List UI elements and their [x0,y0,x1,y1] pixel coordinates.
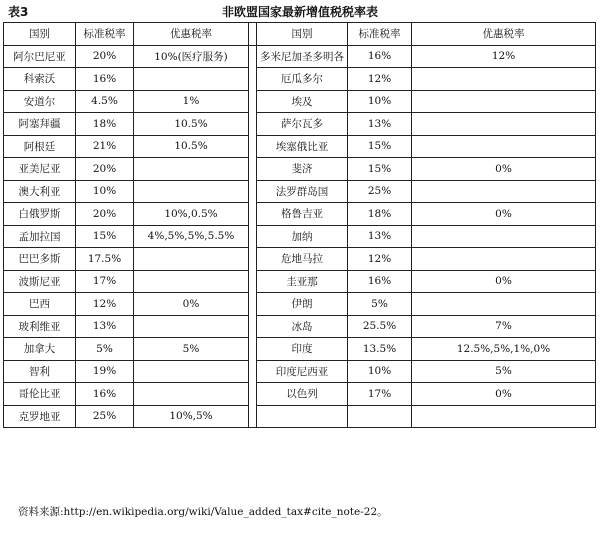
right-reduced-cell [412,90,596,113]
table-row [4,180,596,203]
table-row [4,225,596,248]
right-country-cell: 多米尼加圣多明各 [257,45,348,68]
left-reduced-cell [134,270,249,293]
right-country-cell: 萨尔瓦多 [257,113,348,136]
left-standard-cell: 12% [76,293,134,316]
right-country-cell: 埃及 [257,90,348,113]
left-reduced-cell: 10%,0.5% [134,203,249,226]
right-reduced-cell [412,225,596,248]
right-standard-cell: 16% [348,270,412,293]
left-country-cell: 阿根廷 [4,135,76,158]
column-gap [249,293,257,316]
column-gap [249,248,257,271]
table-row [4,90,596,113]
left-reduced-cell [134,158,249,181]
left-standard-cell: 21% [76,135,134,158]
table-row [4,405,596,428]
right-reduced-cell: 5% [412,360,596,383]
right-standard-cell: 12% [348,248,412,271]
left-country-cell: 巴西 [4,293,76,316]
column-gap [249,90,257,113]
right-country-cell: 伊朗 [257,293,348,316]
column-gap [249,45,257,68]
left-standard-cell: 19% [76,360,134,383]
right-standard-cell: 16% [348,45,412,68]
left-country-cell: 哥伦比亚 [4,383,76,406]
right-country-cell [257,405,348,428]
left-standard-cell: 16% [76,68,134,91]
left-standard-cell: 13% [76,315,134,338]
left-reduced-cell [134,383,249,406]
table-row [4,315,596,338]
left-reduced-cell: 10%(医疗服务) [134,45,249,68]
table-row [4,203,596,226]
left-standard-cell: 10% [76,180,134,203]
left-standard-cell: 20% [76,158,134,181]
right-reduced-cell: 0% [412,158,596,181]
right-country-cell: 格鲁吉亚 [257,203,348,226]
right-standard-cell: 13% [348,113,412,136]
left-country-cell: 阿塞拜疆 [4,113,76,136]
header-standard-right: 标准税率 [348,23,412,46]
left-country-cell: 科索沃 [4,68,76,91]
right-standard-cell: 15% [348,135,412,158]
left-reduced-cell [134,360,249,383]
table-row [4,113,596,136]
left-reduced-cell: 1% [134,90,249,113]
right-reduced-cell [412,293,596,316]
right-country-cell: 印度 [257,338,348,361]
column-gap [249,405,257,428]
table-row [4,293,596,316]
column-gap [249,338,257,361]
source-note: 资料来源:http://en.wikipedia.org/wiki/Value_added_tax#cite_note-22。 [18,506,388,518]
right-reduced-cell: 0% [412,203,596,226]
right-standard-cell: 13.5% [348,338,412,361]
right-reduced-cell [412,68,596,91]
column-gap [249,225,257,248]
left-standard-cell: 4.5% [76,90,134,113]
table-row [4,135,596,158]
column-gap [249,23,257,46]
column-gap [249,135,257,158]
left-standard-cell: 16% [76,383,134,406]
right-country-cell: 危地马拉 [257,248,348,271]
left-country-cell: 澳大利亚 [4,180,76,203]
right-reduced-cell [412,405,596,428]
right-standard-cell: 12% [348,68,412,91]
column-gap [249,180,257,203]
right-country-cell: 印度尼西亚 [257,360,348,383]
left-reduced-cell [134,180,249,203]
table-row [4,45,596,68]
right-reduced-cell [412,248,596,271]
right-standard-cell: 18% [348,203,412,226]
column-gap [249,270,257,293]
left-reduced-cell: 10.5% [134,135,249,158]
left-country-cell: 玻利维亚 [4,315,76,338]
right-country-cell: 斐济 [257,158,348,181]
table-header-row [4,23,596,46]
left-country-cell: 孟加拉国 [4,225,76,248]
right-standard-cell: 25.5% [348,315,412,338]
right-reduced-cell: 12% [412,45,596,68]
left-country-cell: 加拿大 [4,338,76,361]
right-country-cell: 冰岛 [257,315,348,338]
table-body [4,45,596,428]
left-standard-cell: 5% [76,338,134,361]
header-country-left: 国别 [4,23,76,46]
right-reduced-cell: 0% [412,383,596,406]
left-country-cell: 巴巴多斯 [4,248,76,271]
table-row [4,248,596,271]
left-country-cell: 阿尔巴尼亚 [4,45,76,68]
header-reduced-right: 优惠税率 [412,23,596,46]
right-country-cell: 圭亚那 [257,270,348,293]
vat-rate-table [3,22,596,428]
header-standard-left: 标准税率 [76,23,134,46]
left-country-cell: 白俄罗斯 [4,203,76,226]
left-reduced-cell: 0% [134,293,249,316]
right-reduced-cell [412,113,596,136]
right-country-cell: 埃塞俄比亚 [257,135,348,158]
right-country-cell: 厄瓜多尔 [257,68,348,91]
column-gap [249,360,257,383]
table-row [4,270,596,293]
column-gap [249,315,257,338]
table-row [4,360,596,383]
left-standard-cell: 18% [76,113,134,136]
right-reduced-cell: 0% [412,270,596,293]
left-country-cell: 克罗地亚 [4,405,76,428]
table-row [4,338,596,361]
right-reduced-cell [412,180,596,203]
table-row [4,68,596,91]
column-gap [249,68,257,91]
header-country-right: 国别 [257,23,348,46]
left-country-cell: 智利 [4,360,76,383]
right-standard-cell: 5% [348,293,412,316]
left-reduced-cell [134,68,249,91]
left-reduced-cell: 10%,5% [134,405,249,428]
table-caption [0,4,600,22]
right-country-cell: 加纳 [257,225,348,248]
column-gap [249,113,257,136]
left-reduced-cell: 10.5% [134,113,249,136]
left-standard-cell: 20% [76,45,134,68]
right-standard-cell: 15% [348,158,412,181]
left-standard-cell: 17.5% [76,248,134,271]
table-title: 非欧盟国家最新增值税税率表 [221,5,378,19]
table-row [4,383,596,406]
left-standard-cell: 17% [76,270,134,293]
header-reduced-left: 优惠税率 [134,23,249,46]
left-country-cell: 亚美尼亚 [4,158,76,181]
right-standard-cell: 17% [348,383,412,406]
left-standard-cell: 25% [76,405,134,428]
right-standard-cell [348,405,412,428]
left-reduced-cell [134,315,249,338]
column-gap [249,383,257,406]
right-standard-cell: 25% [348,180,412,203]
left-reduced-cell [134,248,249,271]
right-standard-cell: 10% [348,90,412,113]
left-standard-cell: 15% [76,225,134,248]
column-gap [249,203,257,226]
table-number: 表3 [8,5,29,19]
right-standard-cell: 10% [348,360,412,383]
left-reduced-cell: 4%,5%,5%,5.5% [134,225,249,248]
column-gap [249,158,257,181]
right-country-cell: 法罗群岛国 [257,180,348,203]
right-country-cell: 以色列 [257,383,348,406]
left-standard-cell: 20% [76,203,134,226]
right-reduced-cell: 7% [412,315,596,338]
right-reduced-cell [412,135,596,158]
left-country-cell: 安道尔 [4,90,76,113]
left-reduced-cell: 5% [134,338,249,361]
right-standard-cell: 13% [348,225,412,248]
right-reduced-cell: 12.5%,5%,1%,0% [412,338,596,361]
table-row [4,158,596,181]
left-country-cell: 波斯尼亚 [4,270,76,293]
